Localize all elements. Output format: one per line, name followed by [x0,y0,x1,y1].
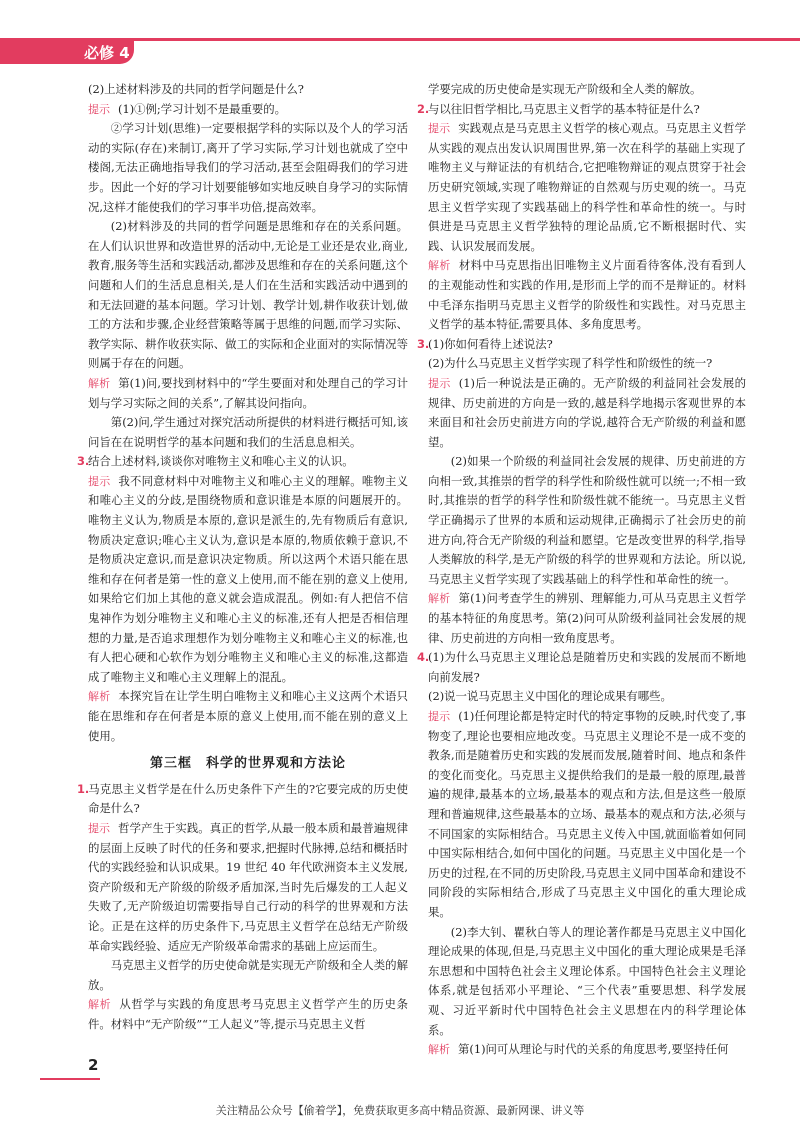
paragraph: (2)说一说马克思主义中国化的理论成果有哪些。 [428,689,672,704]
question-number: 3. [77,454,90,469]
paragraph-text: 哲学产生于实践。真正的哲学,从最一般本质和最普遍规律的层面上反映了时代的任务和要求,把握时代脉搏,总结和概括时代的实践经验和认识成果。19 世纪 40 年代欧洲资本主义发展,资产阶级和无产阶级的阶级矛盾加深,当时先后爆发的工人起义失败了,无产阶级迫切需要指导自己行动的科学的世界观和方法论。正是在这样的历史条件下,马克思主义哲学在总结无产阶级革命实践经验、适应无产阶级革命需求的基础上应运而生。 [88,820,409,953]
header-label: 必修 4 [84,44,130,62]
question [77,780,408,819]
paragraph-text: 从哲学与实践的角度思考马克思主义哲学产生的历史条件。材料中“无产阶级”“工人起义”等,提示马克思主义哲 [88,997,409,1031]
hint-label: 提示 [88,821,111,835]
question [417,335,746,355]
question-text: (1)你如何看待上述说法? [428,336,553,351]
question-number: 4. [417,650,430,665]
paragraph: (2)如果一个阶级的利益同社会发展的规律、历史前进的方向相一致,其推崇的哲学的科学性和阶级性就可以统一;不相一致时,其推崇的哲学的科学性和阶级性就不能统一。马克思主义哲学正确揭示了世界的本质和运动规律,正确揭示了社会历史的前进方向,符合无产阶级的利益和愿望。它是改变世界的科学,指导人类解放的科学,是无产阶级的科学的世界观和方法论。所以说,马克思主义哲学实现了实践基础上的科学性和革命性的统一。 [428,454,746,586]
paragraph-text: 第(1)问考查学生的辨别、理解能力,可从马克思主义哲学的基本特征的角度思考。第(2)问可从阶级利益同社会发展的规律、历史前进的方向相一致角度思考。 [428,591,746,645]
analysis-block [88,995,408,1034]
analysis-block [88,687,408,746]
page-number: 2 [88,1056,99,1074]
analysis-label: 解析 [428,592,451,606]
analysis-block [428,256,746,334]
analysis-block [88,374,408,413]
analysis-label: 解析 [88,376,111,390]
hint-label: 提示 [428,122,451,136]
question [417,648,746,687]
hint-block [428,119,746,256]
paragraph: 马克思主义哲学的历史使命就是实现无产阶级和全人类的解放。 [88,958,408,992]
question-text: (1)为什么马克思主义理论总是随着历史和实践的发展而不断地向前发展? [428,650,746,684]
analysis-label: 解析 [428,259,451,273]
paragraph: 学要完成的历史使命是实现无产阶级和全人类的解放。 [428,82,702,96]
page-number-underline [40,1078,100,1080]
section-heading: 第三框 科学的世界观和方法论 [149,756,346,772]
question-number: 1. [77,781,90,796]
analysis-label: 解析 [428,1043,450,1057]
analysis-label: 解析 [88,690,111,704]
paragraph-text: 实践观点是马克思主义哲学的核心观点。马克思主义哲学从实践的观点出发认识周围世界,第一次在科学的基础上实现了唯物主义与辩证法的有机结合,它把唯物辩证的观点贯穿于社会历史研究领域,实现了唯物辩证的自然观与历史观的统一。马克思主义哲学实现了实践基础上的科学性和革命性的统一。与时俱进是马克思主义哲学独特的理论品质,它不断根据时代、实践、认识发展而发展。 [428,121,746,253]
question [77,452,408,472]
paragraph-text: 第(1)问可从理论与时代的关系的角度思考,要坚持任何 [458,1042,729,1057]
question-number: 3. [417,336,430,351]
paragraph: (2)为什么马克思主义哲学实现了科学性和阶级性的统一? [428,356,713,371]
hint-block [88,472,408,688]
hint-block [88,819,408,956]
paragraph: (2)材料涉及的共同的哲学问题是思维和存在的关系问题。在人们认识世界和改造世界的活动中,无论是工业还是农业,商业,教育,服务等生活和实践活动,都涉及思维和存在的关系问题,这个问题和人们的生活息息相关,是人们在生活和实践活动中遇到的和无法回避的基本问题。学习计划、教学计划,耕作收获计划,做工的方法和步骤,企业经营策略等属于思维的问题,而学习实际、教学实际、耕作收获实际、做工的实际和企业面对的实际情况等则属于存在的问题。 [88,219,408,371]
question-text: 马克思主义哲学是在什么历史条件下产生的?它要完成的历史使命是什么? [88,781,408,816]
hint-label: 提示 [428,710,451,723]
paragraph: ②学习计划(思维)一定要根据学科的实际以及个人的学习活动的实际(存在)来制订,离开了学习实际,学习计划也就成了空中楼阁,无法正确地指导我们的学习活动,甚至会阻碍我们的学习进步。因此一个好的学习计划要能够如实地反映自身学习的实际情况,这样才能使我们的学习事半功倍,提高效率。 [88,121,408,214]
question-text: 与以往旧哲学相比,马克思主义哲学的基本特征是什么? [428,101,700,116]
paragraph-text: (1)任何理论都是特定时代的特定事物的反映,时代变了,事物变了,理论也要相应地改变。马克思主义理论不是一成不变的教条,而是随着历史和实践的发展而发展,随着时间、地点和条件的变化而变化。马克思主义提供给我们的是最一般的原理,最普遍的规律,最基本的立场,最基本的观点和方法,但是这些一般原理和普遍规律,这些最基本的立场、最基本的观点和方法,必须与不同国家的实际相结合。马克思主义传入中国,就面临着如何同中国实际相结合,如何中国化的问题。马克思主义中国化是一个历史的过程,在不同的历史阶段,马克思主义同中国革命和建设不同阶段的实际相结合,形成了马克思主义中国化的重大理论成果。 [428,709,746,919]
paragraph-text: 我不同意材料中对唯物主义和唯心主义的理解。唯物主义和唯心主义的分歧,是围绕物质和意识谁是本原的问题展开的。唯物主义认为,物质是本原的,意识是派生的,先有物质后有意识,物质决定意识;唯心主义认为,意识是本原的,物质依赖于意识,不是物质决定意识,而是意识决定物质。所以这两个术语只能在思维和存在何者是第一性的意义上使用,而不能在别的意义上使用,如果给它们加上其他的意义就会造成混乱。例如:有人把信不信鬼神作为划分唯物主义和唯心主义的标准,还有人把是否相信理想的力量,是否追求理想作为划分唯物主义和唯心主义的标准,也有人把心硬和心软作为划分唯物主义和唯心主义的标准,这都造成了唯物主义和唯心主义理解上的混乱。 [88,473,408,684]
paragraph-text: (1)①例;学习计划不是最重要的。 [118,101,287,116]
analysis-block [428,1040,746,1060]
paragraph-text: 本探究旨在让学生明白唯物主义和唯心主义这两个术语只能在思维和存在何者是本原的意义上使用,而不能在别的意义上使用。 [88,689,408,743]
hint-block [428,374,746,452]
footer-note: 关注精品公众号【偷着学】，免费获取更多高中精品资源、最新网课、讲义等 [215,1104,585,1117]
question-text: 结合上述材料,谈谈你对唯物主义和唯心主义的认识。 [88,454,354,469]
right-column [417,80,747,1060]
paragraph: 第(2)问,学生通过对探究活动所提供的材料进行概括可知,该问旨在在说明哲学的基本问题和我们的生活息息相关。 [88,415,408,449]
paragraph-text: 材料中马克思指出旧唯物主义片面看待客体,没有看到人的主观能动性和实践的作用,是形而上学的而不是辩证的。材料中毛泽东指明马克思主义哲学的阶级性和实践性。对马克思主义哲学的基本特征,需要具体、多角度思考。 [428,258,747,332]
paragraph-text: (1)后一种说法是正确的。无产阶级的利益同社会发展的规律、历史前进的方向是一致的,越是科学地揭示客观世界的本来面目和社会历史前进方向的学说,越符合无产阶级的利益和愿望。 [428,375,747,449]
analysis-block [428,589,746,648]
question [417,100,746,120]
paragraph: (2)李大钊、瞿秋白等人的理论著作都是马克思主义中国化理论成果的体现,但是,马克思主义中国化的重大理论成果是毛泽东思想和中国特色社会主义理论体系。中国特色社会主义理论体系,就是包括邓小平理论、“三个代表”重要思想、科学发展观、习近平新时代中国特色社会主义思想在内的科学理论体系。 [428,924,746,1037]
hint-label: 提示 [88,474,111,488]
hint-block [428,707,746,923]
hint-label: 提示 [88,102,110,116]
analysis-label: 解析 [88,998,112,1012]
paragraph-text: 第(1)问,要找到材料中的“学生要面对和处理自己的学习计划与学习实际之间的关系”,了解其设问指向。 [88,375,408,410]
hint-label: 提示 [428,376,451,390]
hint-block [88,100,408,120]
paragraph: (2)上述材料涉及的共同的哲学问题是什么? [88,82,304,96]
header-tab [0,38,134,64]
question-number: 2. [417,101,430,116]
left-column [77,80,409,1035]
